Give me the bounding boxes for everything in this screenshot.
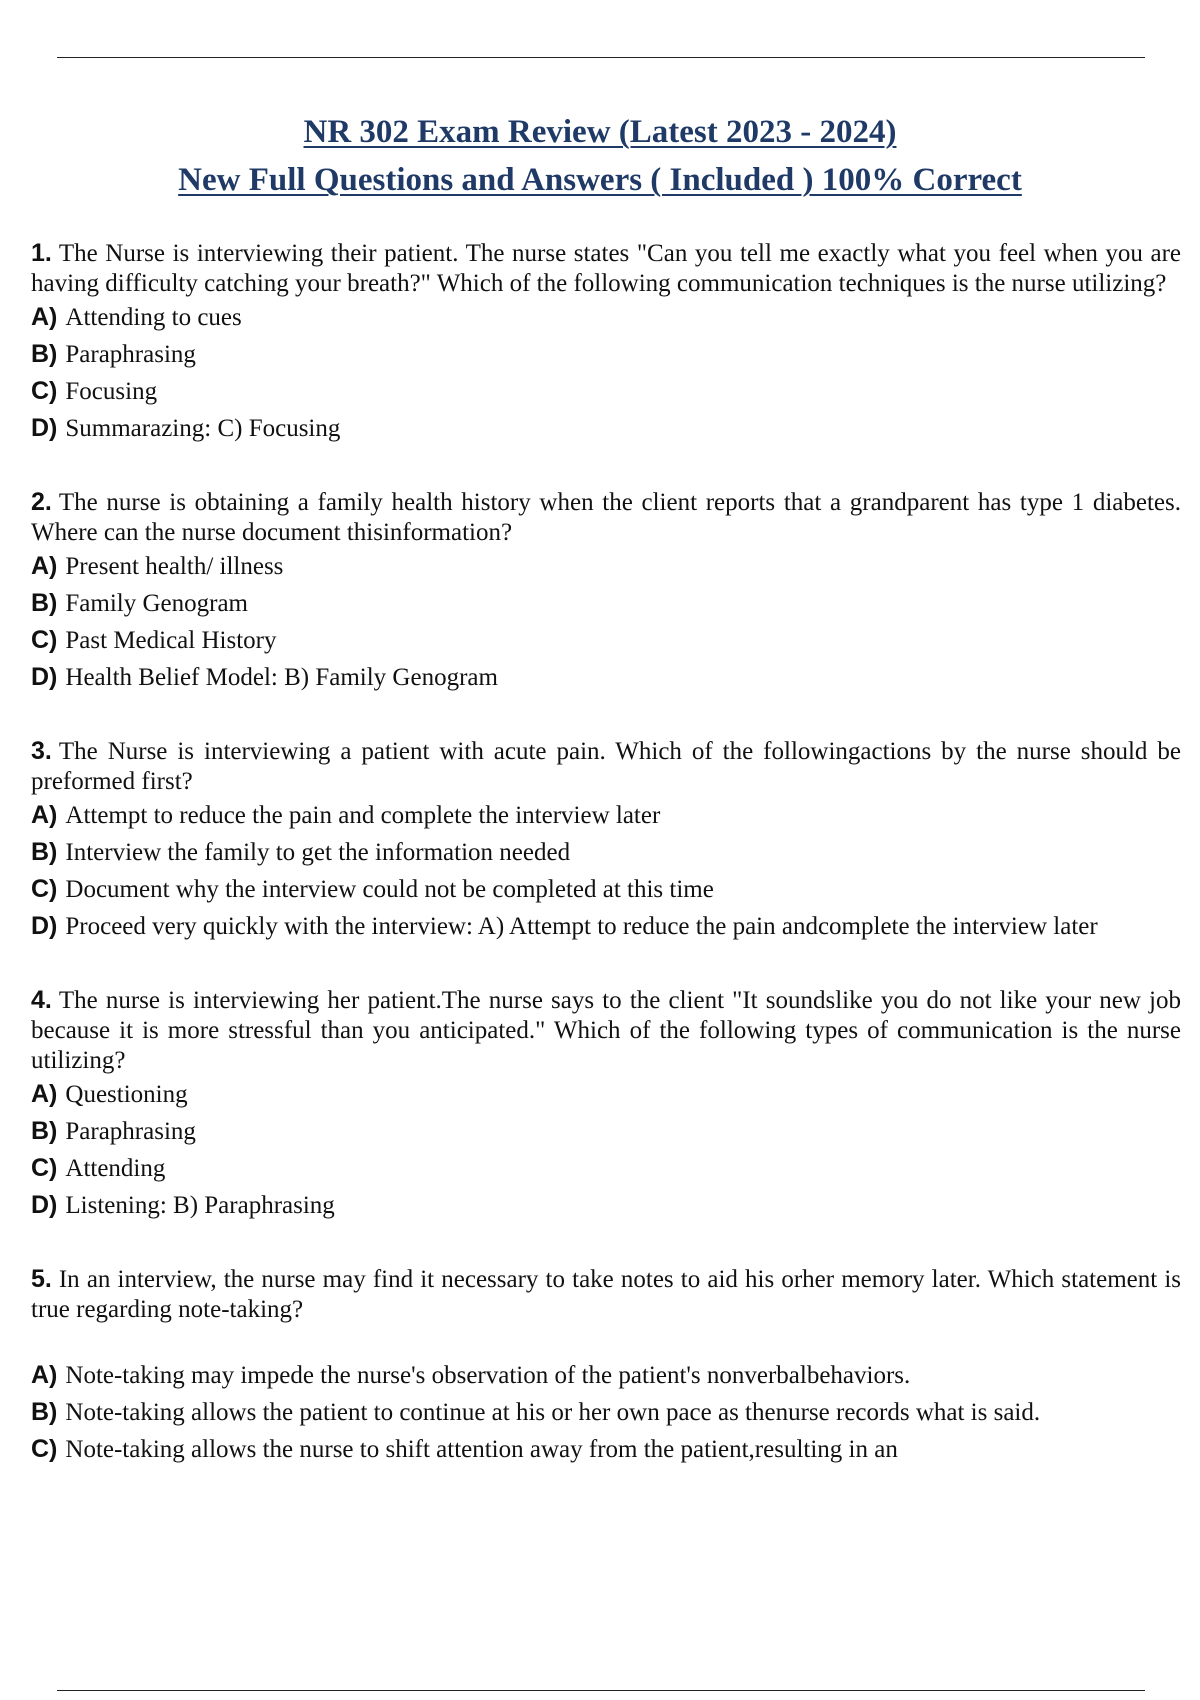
question-text: 3. The Nurse is interviewing a patient with acute pain. Which of the followingactions by the nurse should be preformed first? [31, 737, 1181, 795]
question-number: 2. [31, 488, 52, 516]
top-rule [57, 57, 1145, 58]
option-b: B) Note-taking allows the patient to continue at his or her own pace as thenurse records what is said. [31, 1398, 1041, 1426]
question-text: 2. The nurse is obtaining a family health history when the client reports that a grandparent has type 1 diabetes. Where can the nurse document thisinformation? [31, 488, 1181, 546]
question-1 [31, 238, 1181, 444]
question-number: 4. [31, 986, 52, 1014]
option-b: B) Family Genogram [31, 589, 248, 617]
option-b: B) Interview the family to get the information needed [31, 838, 571, 866]
question-list [31, 238, 1181, 1471]
option-c: C) Document why the interview could not be completed at this time [31, 875, 714, 903]
option-c: C) Attending [31, 1154, 166, 1182]
question-3 [31, 736, 1181, 942]
option-b: B) Paraphrasing [31, 340, 196, 368]
title-line-2: New Full Questions and Answers ( Included ) 100% Correct [178, 162, 1022, 198]
question-text: 5. In an interview, the nurse may find it necessary to take notes to aid his orher memory later. Which statement is true regarding note-taking? [31, 1265, 1181, 1323]
option-a: A) Questioning [31, 1080, 188, 1108]
option-a: A) Present health/ illness [31, 552, 284, 580]
option-d: D) Summarazing: C) Focusing [31, 414, 341, 442]
question-number: 3. [31, 737, 52, 765]
option-d: D) Health Belief Model: B) Family Genogram [31, 663, 498, 691]
question-text: 4. The nurse is interviewing her patient.The nurse says to the client "It soundslike you do not like your new job because it is more stressful than you anticipated." Which of the following types of communication is the nurse utilizing? [31, 986, 1181, 1074]
question-2 [31, 487, 1181, 693]
question-4 [31, 985, 1181, 1221]
option-a: A) Note-taking may impede the nurse's observation of the patient's nonverbalbehaviors. [31, 1361, 911, 1389]
title-line-1: NR 302 Exam Review (Latest 2023 - 2024) [303, 114, 897, 150]
option-c: C) Past Medical History [31, 626, 277, 654]
bottom-rule [57, 1690, 1145, 1691]
option-b: B) Paraphrasing [31, 1117, 196, 1145]
option-a: A) Attending to cues [31, 303, 242, 331]
option-c: C) Focusing [31, 377, 158, 405]
question-number: 1. [31, 239, 52, 267]
option-d: D) Listening: B) Paraphrasing [31, 1191, 335, 1219]
question-5 [31, 1264, 1181, 1465]
option-c: C) Note-taking allows the nurse to shift attention away from the patient,resulting in an [31, 1435, 898, 1463]
question-text: 1. The Nurse is interviewing their patient. The nurse states "Can you tell me exactly what you feel when you are having difficulty catching your breath?" Which of the following communication techniques is the nurse utilizing? [31, 239, 1181, 297]
question-number: 5. [31, 1265, 52, 1293]
option-a: A) Attempt to reduce the pain and complete the interview later [31, 801, 661, 829]
document-header [0, 108, 1200, 204]
option-d: D) Proceed very quickly with the interview: A) Attempt to reduce the pain andcomplete the interview later [31, 912, 1098, 940]
